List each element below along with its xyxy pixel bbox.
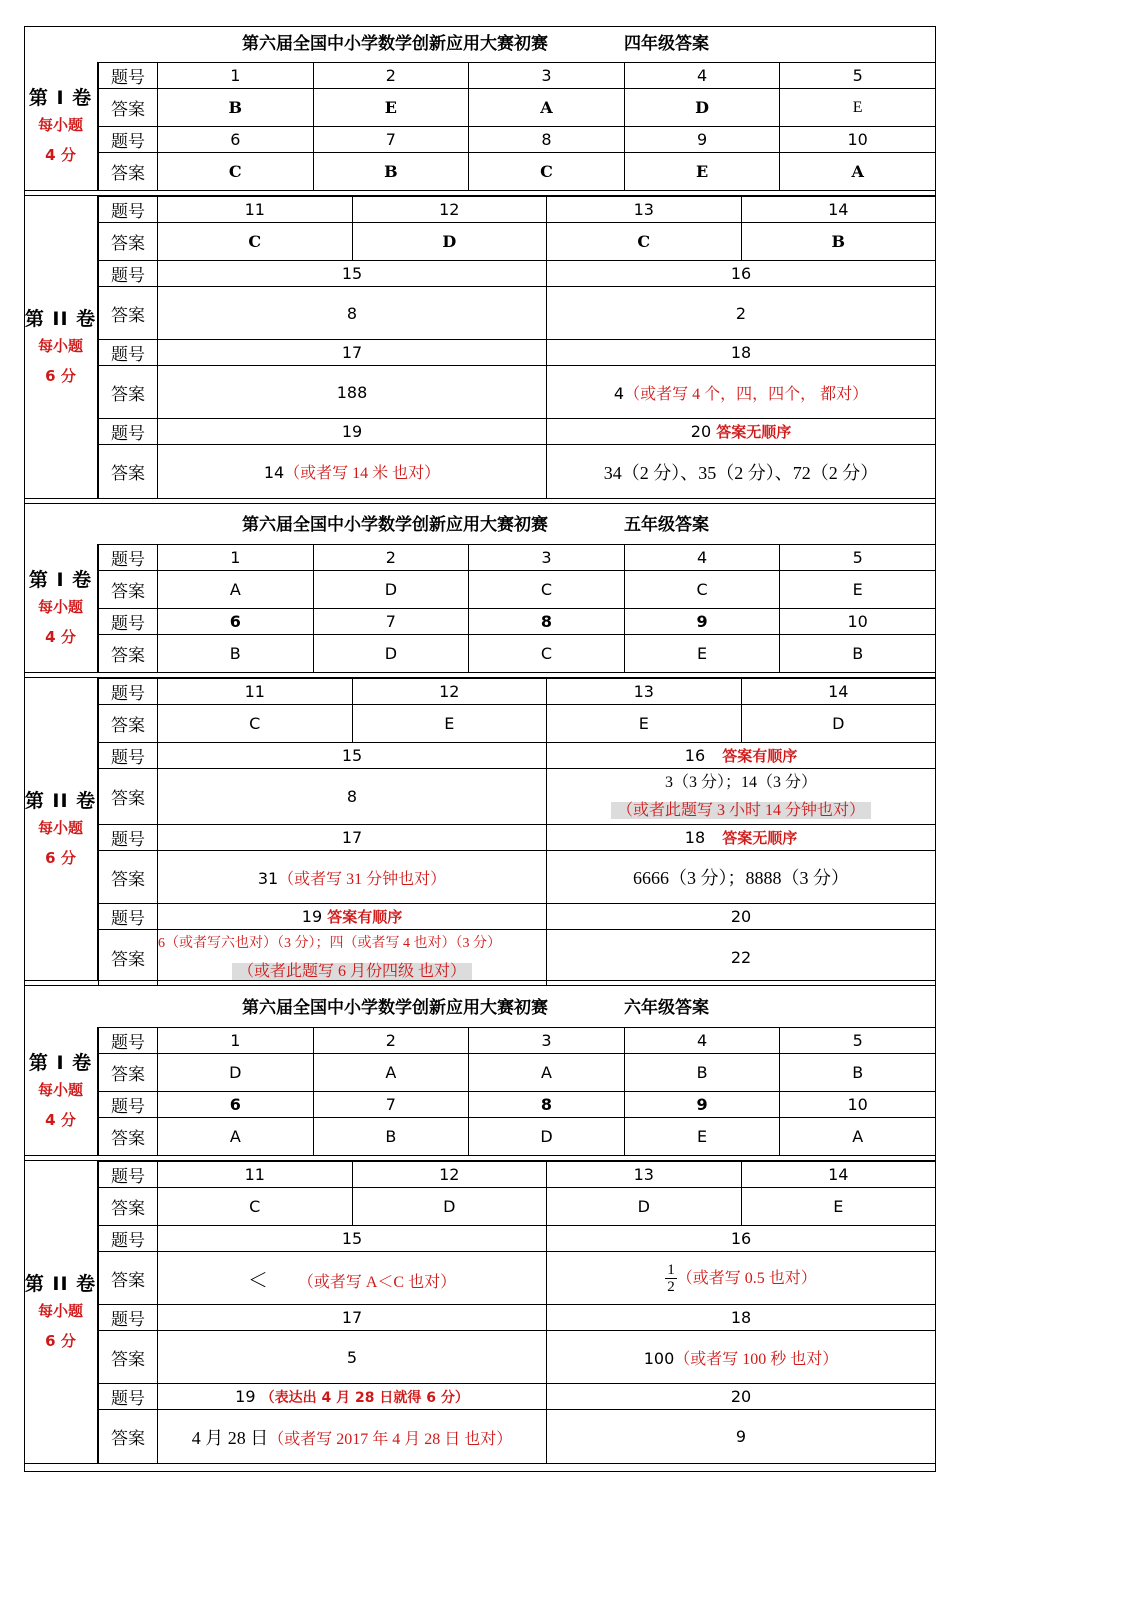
- answer-cell: [158, 851, 547, 904]
- ans-label: 答案: [99, 445, 158, 499]
- answer-value: 3（3 分）；14（3 分）: [664, 774, 817, 791]
- qno-cell: 12: [352, 197, 547, 223]
- answer-cell: D: [158, 1054, 314, 1092]
- answer-cell: D: [313, 571, 469, 609]
- per-question-label: 每小题: [37, 597, 83, 616]
- qno-label: 题号: [99, 904, 158, 930]
- fraction-denominator: 2: [667, 1278, 675, 1295]
- answer-cell: A: [469, 1054, 625, 1092]
- answer-cell: E: [780, 571, 936, 609]
- qno-cell: 9: [624, 609, 780, 635]
- answer-value: 4: [613, 383, 625, 403]
- answer-cell: C: [624, 571, 780, 609]
- qno-cell: 4: [624, 1028, 780, 1054]
- qno-cell: 10: [780, 1092, 936, 1118]
- qno-cell: 17: [158, 1305, 547, 1331]
- answer-cell: [547, 366, 936, 419]
- qno-cell: 19: [158, 419, 547, 445]
- answer-cell: E: [624, 635, 780, 673]
- grade5-part2-table: [98, 678, 936, 986]
- qno-label: 题号: [99, 340, 158, 366]
- qno-cell: 2: [313, 545, 469, 571]
- grade6-part1-table: [98, 1027, 936, 1156]
- qno-cell: 6: [158, 127, 314, 153]
- answer-cell: E: [313, 89, 469, 127]
- qno-cell: 8: [469, 609, 625, 635]
- part-name: 第 I 卷: [28, 86, 93, 109]
- ans-label: 答案: [99, 1118, 158, 1156]
- answer-value: 100: [643, 1348, 675, 1368]
- contest-title: 第六届全国中小学数学创新应用大赛初赛: [242, 998, 548, 1018]
- per-question-label: 每小题: [37, 336, 83, 355]
- ans-label: 答案: [99, 769, 158, 825]
- answer-note: 6（或者写六也对）（3 分）；四（或者写 4 也对）（3 分）: [158, 936, 501, 951]
- qno-cell: 3: [469, 1028, 625, 1054]
- qno-cell: [158, 1384, 547, 1410]
- qno-label: 题号: [99, 825, 158, 851]
- order-note: 答案无顺序: [722, 829, 798, 847]
- answer-cell: 6666（3 分）；8888（3 分）: [547, 851, 936, 904]
- qno-cell: 18: [547, 340, 936, 366]
- answer-cell: E: [624, 153, 780, 191]
- qno-cell: 13: [547, 197, 742, 223]
- grade6-title: [24, 990, 936, 1026]
- answer-note: （或者写 A＜C 也对）: [297, 1273, 457, 1291]
- grade-label: 四年级答案: [624, 34, 709, 54]
- answer-cell: C: [469, 571, 625, 609]
- answer-cell: D: [547, 1188, 742, 1226]
- answer-cell: [158, 1410, 547, 1464]
- qno-cell: 2: [313, 63, 469, 89]
- score-label: 6 分: [45, 848, 76, 867]
- answer-cell: 8: [158, 769, 547, 825]
- per-question-label: 每小题: [37, 115, 83, 134]
- qno-label: 题号: [99, 1092, 158, 1118]
- answer-cell: E: [780, 89, 936, 127]
- qno-cell: 18: [547, 1305, 936, 1331]
- answer-note: （或者此题写 3 小时 14 分钟也对）: [611, 802, 871, 819]
- answer-cell: [158, 1252, 547, 1305]
- grade6-part1-label: [24, 1027, 98, 1155]
- answer-cell: D: [624, 89, 780, 127]
- qno-cell: 10: [780, 609, 936, 635]
- qno-cell: 15: [158, 743, 547, 769]
- qno-label: 题号: [99, 197, 158, 223]
- grade4-title: [24, 26, 936, 62]
- section-divider: [24, 498, 936, 504]
- answer-cell: D: [352, 223, 547, 261]
- qno-label: 题号: [99, 261, 158, 287]
- answer-cell: 188: [158, 366, 547, 419]
- answer-note: （或者写 31 分钟也对）: [278, 870, 447, 888]
- answer-note: （或者写 2017 年 4 月 28 日 也对）: [268, 1430, 513, 1448]
- ans-label: 答案: [99, 153, 158, 191]
- qno-value: 19: [235, 1386, 256, 1406]
- qno-cell: 15: [158, 1226, 547, 1252]
- qno-cell: 13: [547, 679, 742, 705]
- qno-cell: 4: [624, 545, 780, 571]
- answer-cell: B: [158, 635, 314, 673]
- qno-cell: 16: [547, 261, 936, 287]
- qno-cell: [547, 825, 936, 851]
- answer-cell: B: [624, 1054, 780, 1092]
- qno-cell: 20: [547, 1384, 936, 1410]
- ans-label: 答案: [99, 705, 158, 743]
- qno-cell: 9: [624, 127, 780, 153]
- answer-cell: D: [313, 635, 469, 673]
- qno-label: 题号: [99, 1226, 158, 1252]
- answer-cell: C: [158, 223, 353, 261]
- qno-cell: [547, 419, 936, 445]
- answer-cell: D: [469, 1118, 625, 1156]
- answer-value: ＜: [247, 1267, 268, 1292]
- answer-cell: C: [158, 153, 314, 191]
- grade6-part2-label: [24, 1161, 98, 1463]
- ans-label: 答案: [99, 851, 158, 904]
- qno-label: 题号: [99, 743, 158, 769]
- fraction: [665, 1262, 677, 1295]
- grade4-part1-label: [24, 62, 98, 190]
- answer-cell: 34（2 分）、35（2 分）、72（2 分）: [547, 445, 936, 499]
- qno-cell: 3: [469, 63, 625, 89]
- qno-label: 题号: [99, 1028, 158, 1054]
- ans-label: 答案: [99, 1188, 158, 1226]
- qno-cell: 20: [547, 904, 936, 930]
- section-divider: [24, 980, 936, 986]
- score-label: 4 分: [45, 1110, 76, 1129]
- part-name: 第 II 卷: [24, 789, 97, 812]
- qno-cell: 14: [741, 197, 936, 223]
- qno-cell: 7: [313, 609, 469, 635]
- qno-cell: 7: [313, 1092, 469, 1118]
- qno-cell: 8: [469, 1092, 625, 1118]
- score-label: 6 分: [45, 366, 76, 385]
- qno-cell: 11: [158, 197, 353, 223]
- ans-label: 答案: [99, 1054, 158, 1092]
- grade6-part2-table: [98, 1161, 936, 1464]
- fraction-numerator: 1: [667, 1261, 675, 1278]
- qno-value: 16: [684, 746, 706, 765]
- answer-cell: [547, 1252, 936, 1305]
- answer-cell: E: [741, 1188, 936, 1226]
- qno-cell: 4: [624, 63, 780, 89]
- qno-label: 题号: [99, 419, 158, 445]
- score-label: 4 分: [45, 627, 76, 646]
- qno-label: 题号: [99, 127, 158, 153]
- answer-note: （或者写 0.5 也对）: [676, 1269, 817, 1287]
- qno-cell: 5: [780, 1028, 936, 1054]
- qno-value: 19: [301, 907, 323, 926]
- qno-cell: 11: [158, 679, 353, 705]
- answer-cell: 2: [547, 287, 936, 340]
- ans-label: 答案: [99, 571, 158, 609]
- grade4-part2-table: [98, 196, 936, 499]
- qno-cell: 7: [313, 127, 469, 153]
- qno-cell: [547, 743, 936, 769]
- qno-label: 题号: [99, 545, 158, 571]
- qno-cell: 14: [741, 679, 936, 705]
- part-name: 第 I 卷: [28, 568, 93, 591]
- qno-label: 题号: [99, 1162, 158, 1188]
- answer-cell: [158, 445, 547, 499]
- grade5-title: [24, 507, 936, 543]
- answer-cell: E: [624, 1118, 780, 1156]
- score-note: （表达出 4 月 28 日就得 6 分）: [260, 1389, 469, 1406]
- ans-label: 答案: [99, 223, 158, 261]
- qno-cell: 5: [780, 545, 936, 571]
- answer-note: （或者写 14 米 也对）: [284, 465, 441, 482]
- answer-cell: [158, 930, 547, 986]
- per-question-label: 每小题: [37, 1080, 83, 1099]
- answer-cell: A: [780, 1118, 936, 1156]
- score-label: 4 分: [45, 145, 76, 164]
- grade5-part1-table: [98, 544, 936, 673]
- answer-cell: B: [741, 223, 936, 261]
- answer-cell: B: [780, 635, 936, 673]
- ans-label: 答案: [99, 366, 158, 419]
- qno-cell: 12: [352, 679, 547, 705]
- ans-label: 答案: [99, 287, 158, 340]
- answer-cell: 8: [158, 287, 547, 340]
- qno-cell: 14: [741, 1162, 936, 1188]
- qno-cell: 1: [158, 63, 314, 89]
- order-note: 答案无顺序: [716, 423, 792, 441]
- answer-cell: 9: [547, 1410, 936, 1464]
- grade5-part1-label: [24, 544, 98, 672]
- qno-cell: 6: [158, 609, 314, 635]
- answer-cell: D: [741, 705, 936, 743]
- answer-value: 31: [257, 868, 279, 888]
- grade4-part2-label: [24, 196, 98, 498]
- qno-cell: 15: [158, 261, 547, 287]
- qno-cell: 17: [158, 825, 547, 851]
- grade4-part1-table: [98, 62, 936, 191]
- answer-cell: C: [158, 705, 353, 743]
- grade5-part2-label: [24, 678, 98, 980]
- score-label: 6 分: [45, 1331, 76, 1350]
- qno-cell: 5: [780, 63, 936, 89]
- qno-cell: [158, 904, 547, 930]
- answer-cell: C: [469, 153, 625, 191]
- answer-cell: D: [352, 1188, 547, 1226]
- answer-note: （或者此题写 6 月份四级 也对）: [232, 963, 472, 980]
- answer-cell: 5: [158, 1331, 547, 1384]
- part-name: 第 II 卷: [24, 1272, 97, 1295]
- qno-label: 题号: [99, 609, 158, 635]
- grade-label: 六年级答案: [624, 998, 709, 1018]
- ans-label: 答案: [99, 89, 158, 127]
- qno-cell: 17: [158, 340, 547, 366]
- answer-cell: A: [158, 1118, 314, 1156]
- per-question-label: 每小题: [37, 818, 83, 837]
- qno-cell: 1: [158, 545, 314, 571]
- contest-title: 第六届全国中小学数学创新应用大赛初赛: [242, 515, 548, 535]
- answer-cell: A: [469, 89, 625, 127]
- answer-cell: B: [313, 1118, 469, 1156]
- section-divider: [24, 1463, 936, 1472]
- qno-value: 18: [684, 828, 706, 847]
- answer-cell: C: [469, 635, 625, 673]
- answer-note: （或者写 100 秒 也对）: [674, 1350, 839, 1368]
- qno-cell: 1: [158, 1028, 314, 1054]
- qno-cell: 13: [547, 1162, 742, 1188]
- answer-cell: A: [780, 153, 936, 191]
- order-note: 答案有顺序: [722, 747, 798, 765]
- answer-cell: B: [313, 153, 469, 191]
- ans-label: 答案: [99, 1331, 158, 1384]
- per-question-label: 每小题: [37, 1301, 83, 1320]
- contest-title: 第六届全国中小学数学创新应用大赛初赛: [242, 34, 548, 54]
- answer-cell: 22: [547, 930, 936, 986]
- answer-cell: E: [547, 705, 742, 743]
- qno-cell: 2: [313, 1028, 469, 1054]
- ans-label: 答案: [99, 1252, 158, 1305]
- answer-cell: B: [158, 89, 314, 127]
- qno-cell: 10: [780, 127, 936, 153]
- qno-cell: 9: [624, 1092, 780, 1118]
- ans-label: 答案: [99, 930, 158, 986]
- qno-cell: 16: [547, 1226, 936, 1252]
- qno-label: 题号: [99, 1305, 158, 1331]
- qno-label: 题号: [99, 1384, 158, 1410]
- answer-cell: C: [158, 1188, 353, 1226]
- answer-cell: A: [313, 1054, 469, 1092]
- answer-cell: [547, 769, 936, 825]
- ans-label: 答案: [99, 1410, 158, 1464]
- grade-label: 五年级答案: [624, 515, 709, 535]
- qno-cell: 6: [158, 1092, 314, 1118]
- answer-cell: B: [780, 1054, 936, 1092]
- answer-cell: [547, 1331, 936, 1384]
- answer-cell: A: [158, 571, 314, 609]
- qno-cell: 11: [158, 1162, 353, 1188]
- answer-cell: C: [547, 223, 742, 261]
- qno-cell: 3: [469, 545, 625, 571]
- qno-cell: 8: [469, 127, 625, 153]
- ans-label: 答案: [99, 635, 158, 673]
- part-name: 第 I 卷: [28, 1051, 93, 1074]
- part-name: 第 II 卷: [24, 307, 97, 330]
- answer-cell: E: [352, 705, 547, 743]
- answer-value: 14: [263, 463, 285, 482]
- qno-cell: 12: [352, 1162, 547, 1188]
- answer-value: 4 月 28 日: [191, 1427, 269, 1448]
- order-note: 答案有顺序: [327, 908, 403, 926]
- qno-label: 题号: [99, 679, 158, 705]
- qno-value: 20: [690, 422, 712, 441]
- qno-label: 题号: [99, 63, 158, 89]
- answer-note: （或者写 4 个，四，四个， 都对）: [624, 385, 869, 403]
